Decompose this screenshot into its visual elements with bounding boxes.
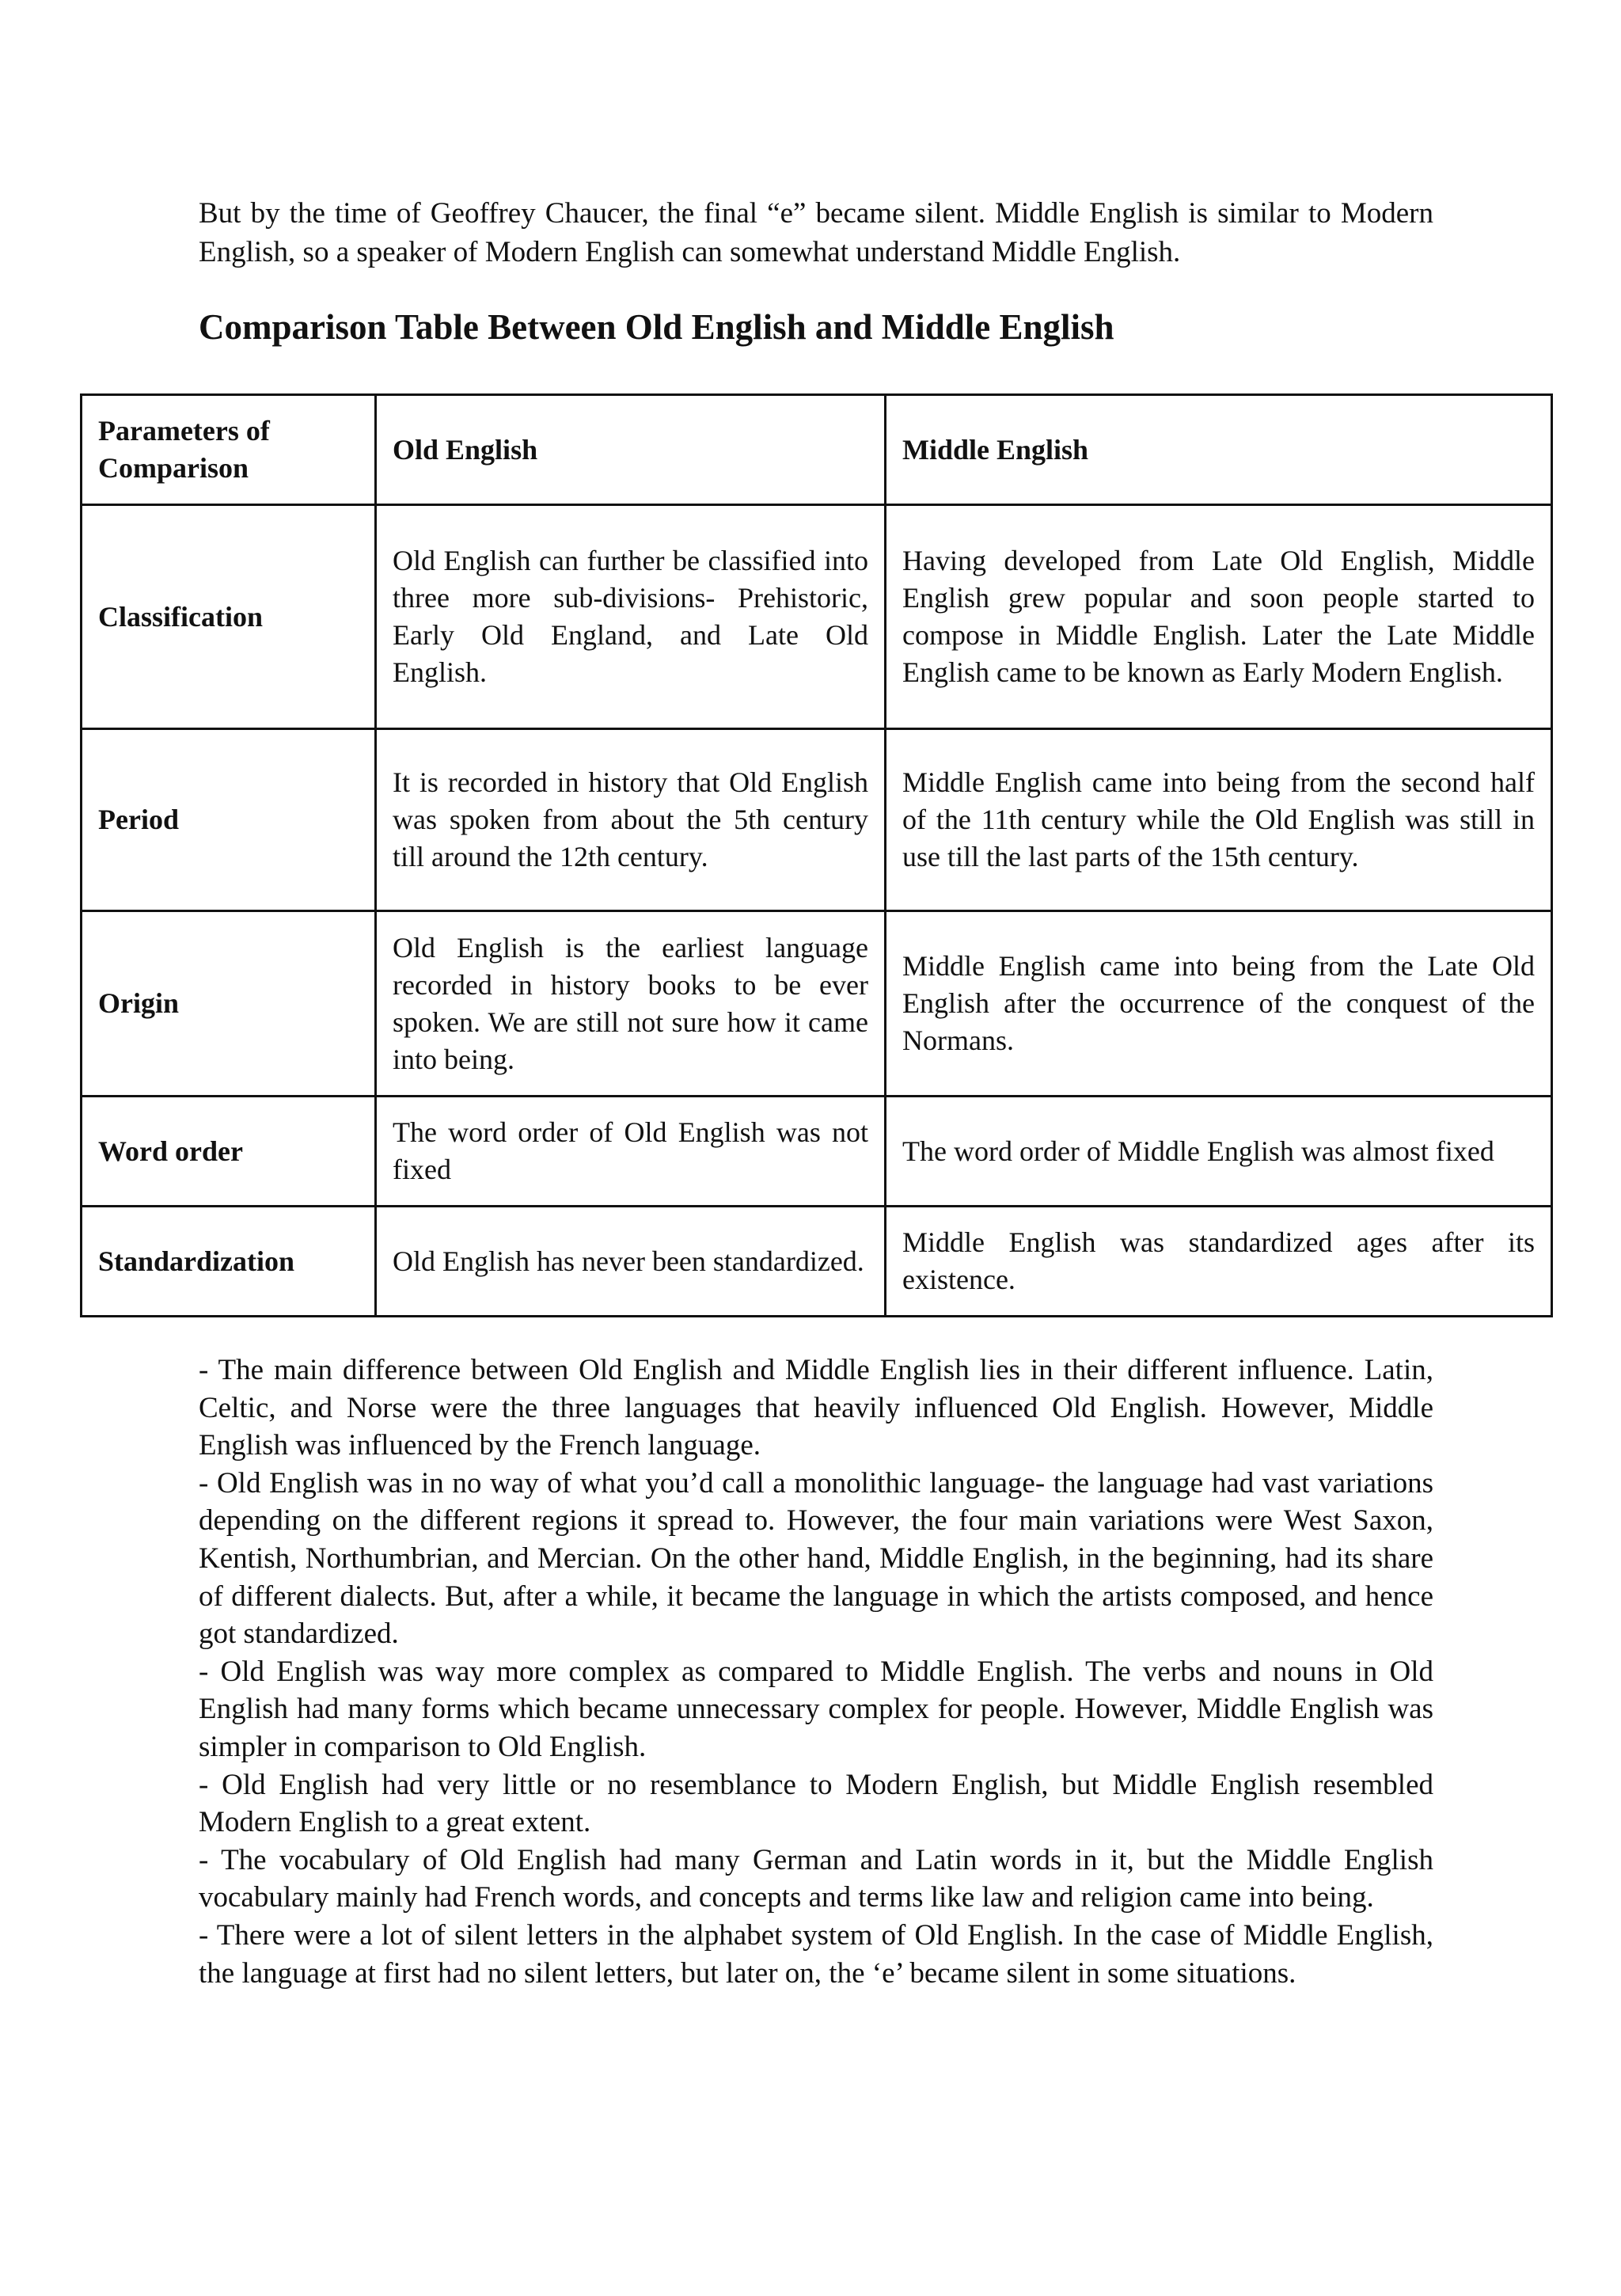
table-row xyxy=(82,505,1552,729)
row-middle-english: Middle English came into being from the Late Old English after the occurrence of the conquest of the Normans. xyxy=(886,911,1552,1097)
row-parameter: Classification xyxy=(82,505,376,729)
table-header-row xyxy=(82,395,1552,505)
header-old-english: Old English xyxy=(376,395,886,505)
row-old-english: Old English is the earliest language recorded in history books to be ever spoken. We are still not sure how it came into being. xyxy=(376,911,886,1097)
row-parameter: Word order xyxy=(82,1097,376,1207)
intro-paragraph: But by the time of Geoffrey Chaucer, the final “e” became silent. Middle English is similar to Modern English, so a speaker of Modern English can somewhat understand Middle English. xyxy=(199,197,1433,268)
header-middle-english: Middle English xyxy=(886,395,1552,505)
row-old-english: The word order of Old English was not fixed xyxy=(376,1097,886,1207)
difference-point: - The vocabulary of Old English had many German and Latin words in it, but the Middle English vocabulary mainly had French words, and concepts and terms like law and religion came into being. xyxy=(199,1843,1433,1914)
row-old-english: Old English can further be classified into three more sub-divisions- Prehistoric, Early Old England, and Late Old English. xyxy=(376,505,886,729)
difference-point: - Old English had very little or no resemblance to Modern English, but Middle English resembled Modern English to a great extent. xyxy=(199,1768,1433,1839)
section-heading: Comparison Table Between Old English and Middle English xyxy=(199,307,1114,347)
header-parameters: Parameters of Comparison xyxy=(82,395,376,505)
difference-point: - Old English was way more complex as compared to Middle English. The verbs and nouns in Old English had many forms which became unnecessary complex for people. However, Middle English was simpler in comparison to Old English. xyxy=(199,1655,1433,1763)
row-parameter: Origin xyxy=(82,911,376,1097)
difference-point: - Old English was in no way of what you’d call a monolithic language- the language had vast variations depending on the different regions it spread to. However, the four main variations were West Saxon, Kentish, Northumbrian, and Mercian. On the other hand, Middle English, in the beginning, had its share of different dialects. But, after a while, it became the language in which the artists composed, and hence got standardized. xyxy=(199,1466,1433,1651)
row-old-english: It is recorded in history that Old English was spoken from about the 5th century till around the 12th century. xyxy=(376,729,886,911)
difference-point: - The main difference between Old English and Middle English lies in their different influence. Latin, Celtic, and Norse were the three languages that heavily influenced Old English. However, Middle English was influenced by the French language. xyxy=(199,1354,1433,1462)
difference-point: - There were a lot of silent letters in the alphabet system of Old English. In the case of Middle English, the language at first had no silent letters, but later on, the ‘e’ became silent in some situations. xyxy=(199,1918,1433,1990)
comparison-table xyxy=(80,393,1553,1317)
row-middle-english: The word order of Middle English was almost fixed xyxy=(886,1097,1552,1207)
row-parameter: Standardization xyxy=(82,1207,376,1317)
row-parameter: Period xyxy=(82,729,376,911)
table-row xyxy=(82,1207,1552,1317)
difference-points-list xyxy=(199,1351,1433,1992)
row-middle-english: Middle English came into being from the second half of the 11th century while the Old English was still in use till the last parts of the 15th century. xyxy=(886,729,1552,911)
row-old-english: Old English has never been standardized. xyxy=(376,1207,886,1317)
table-row xyxy=(82,1097,1552,1207)
row-middle-english: Having developed from Late Old English, Middle English grew popular and soon people started to compose in Middle English. Later the Late Middle English came to be known as Early Modern English. xyxy=(886,505,1552,729)
table-row xyxy=(82,729,1552,911)
table-row xyxy=(82,911,1552,1097)
row-middle-english: Middle English was standardized ages after its existence. xyxy=(886,1207,1552,1317)
